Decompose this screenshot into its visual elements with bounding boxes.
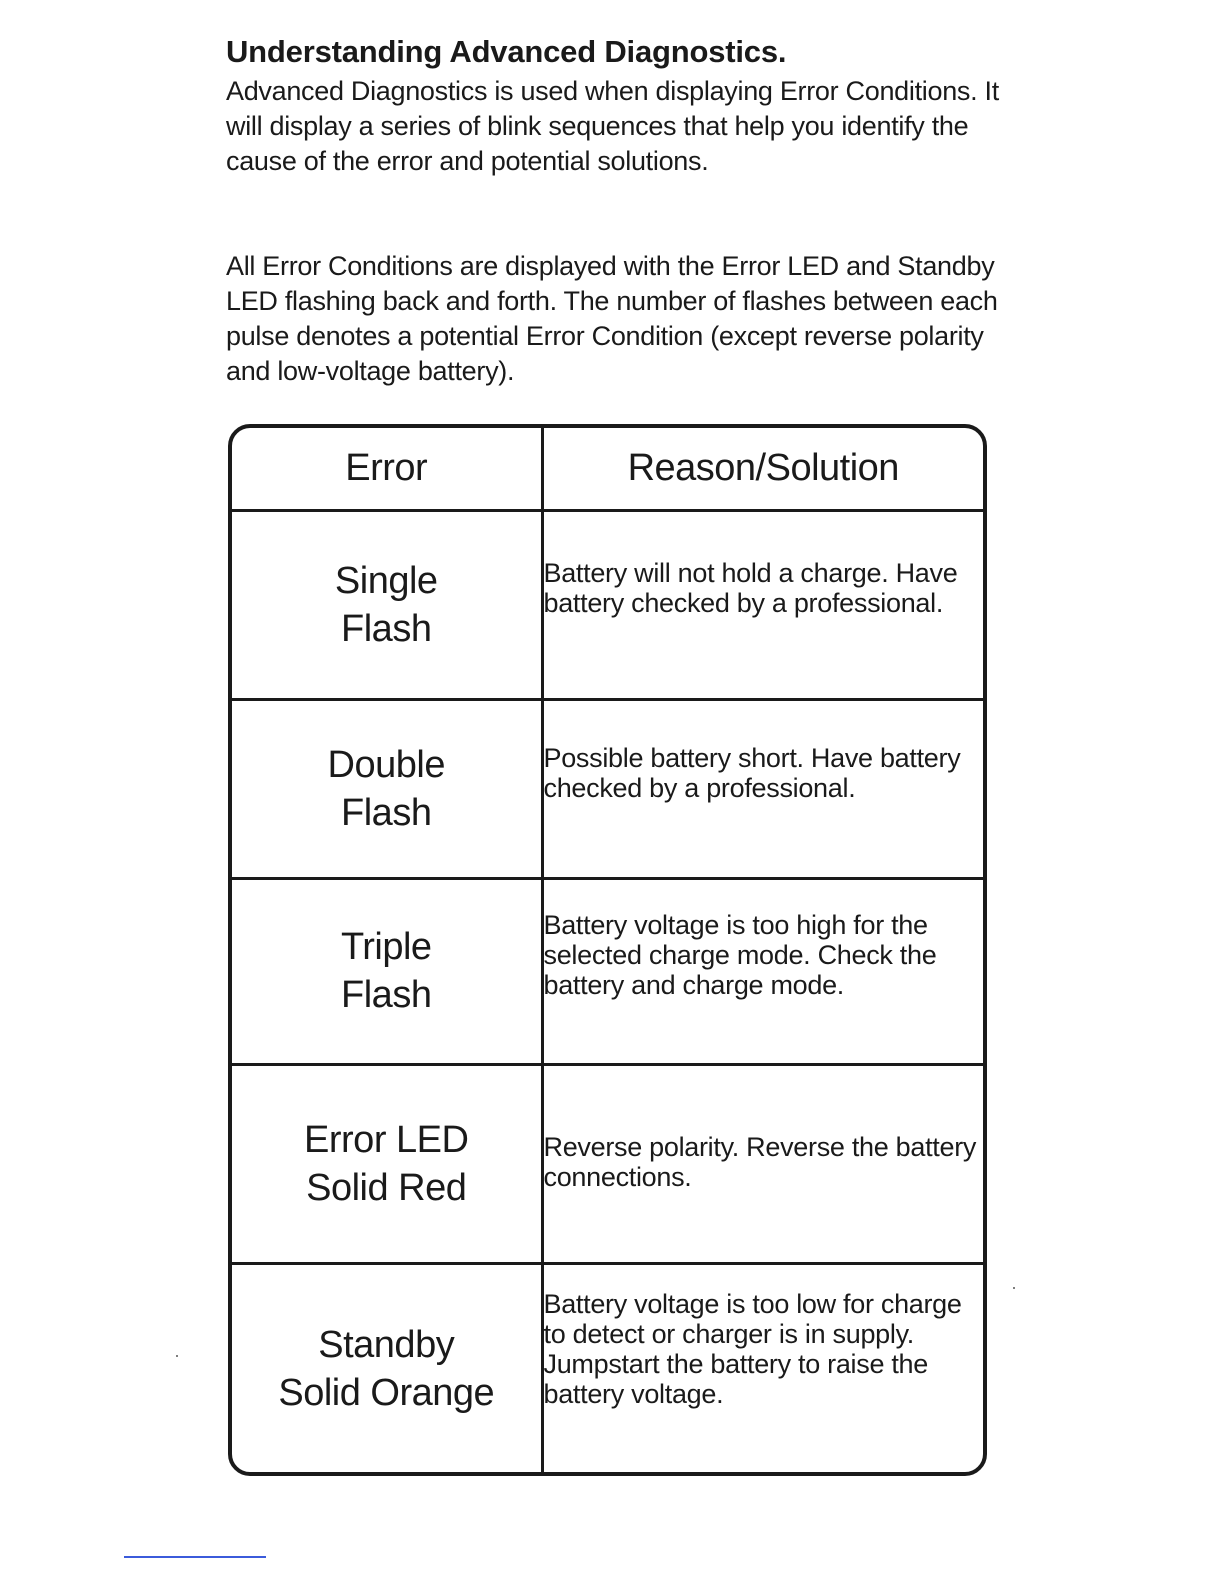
error-column-header: Error [232,428,542,510]
diagnostics-table-frame [228,424,987,1476]
error-cell [232,1264,542,1472]
reason-cell: Possible battery short. Have battery checked by a professional. [542,699,983,878]
error-label-line1: Error LED [304,1119,469,1162]
reason-cell: Battery voltage is too high for the selected charge mode. Check the battery and charge mode. [542,878,983,1064]
table-row [232,1264,983,1472]
page-title: Understanding Advanced Diagnostics. [226,34,787,69]
error-label-line2: Flash [341,974,432,1017]
error-conditions-paragraph: All Error Conditions are displayed with the Error LED and Standby LED flashing back and forth. The number of flashes between each pulse denotes a potential Error Condition (except reverse polarity and low-voltage battery). [226,251,998,386]
scan-speck [1013,1287,1015,1289]
error-cell [232,699,542,878]
scan-speck [176,1355,178,1357]
intro-paragraph: Advanced Diagnostics is used when displaying Error Conditions. It will display a series of blink sequences that help you identify the cause of the error and potential solutions. [226,76,999,176]
table-header-row [232,428,983,510]
error-cell [232,510,542,699]
error-label-line1: Standby [318,1323,455,1366]
error-label-line1: Single [334,559,438,602]
error-label-line2: Solid Orange [278,1371,495,1414]
table-row [232,699,983,878]
error-cell [232,878,542,1064]
table-row [232,1064,983,1263]
table-row [232,878,983,1064]
reason-cell: Battery voltage is too low for charge to detect or charger is in supply. Jumpstart the battery to raise the battery voltage. [542,1264,983,1472]
footer-rule [124,1556,266,1558]
error-label-line2: Flash [341,607,432,650]
reason-column-header: Reason/Solution [542,428,983,510]
error-label-line1: Triple [340,926,432,969]
error-label-line2: Flash [341,791,432,834]
error-label-line1: Double [327,743,445,786]
error-label-line2: Solid Red [306,1167,467,1210]
table-row [232,510,983,699]
error-cell [232,1064,542,1263]
reason-cell: Battery will not hold a charge. Have battery checked by a professional. [542,510,983,699]
diagnostics-table [232,428,983,1472]
reason-cell: Reverse polarity. Reverse the battery connections. [542,1064,983,1263]
